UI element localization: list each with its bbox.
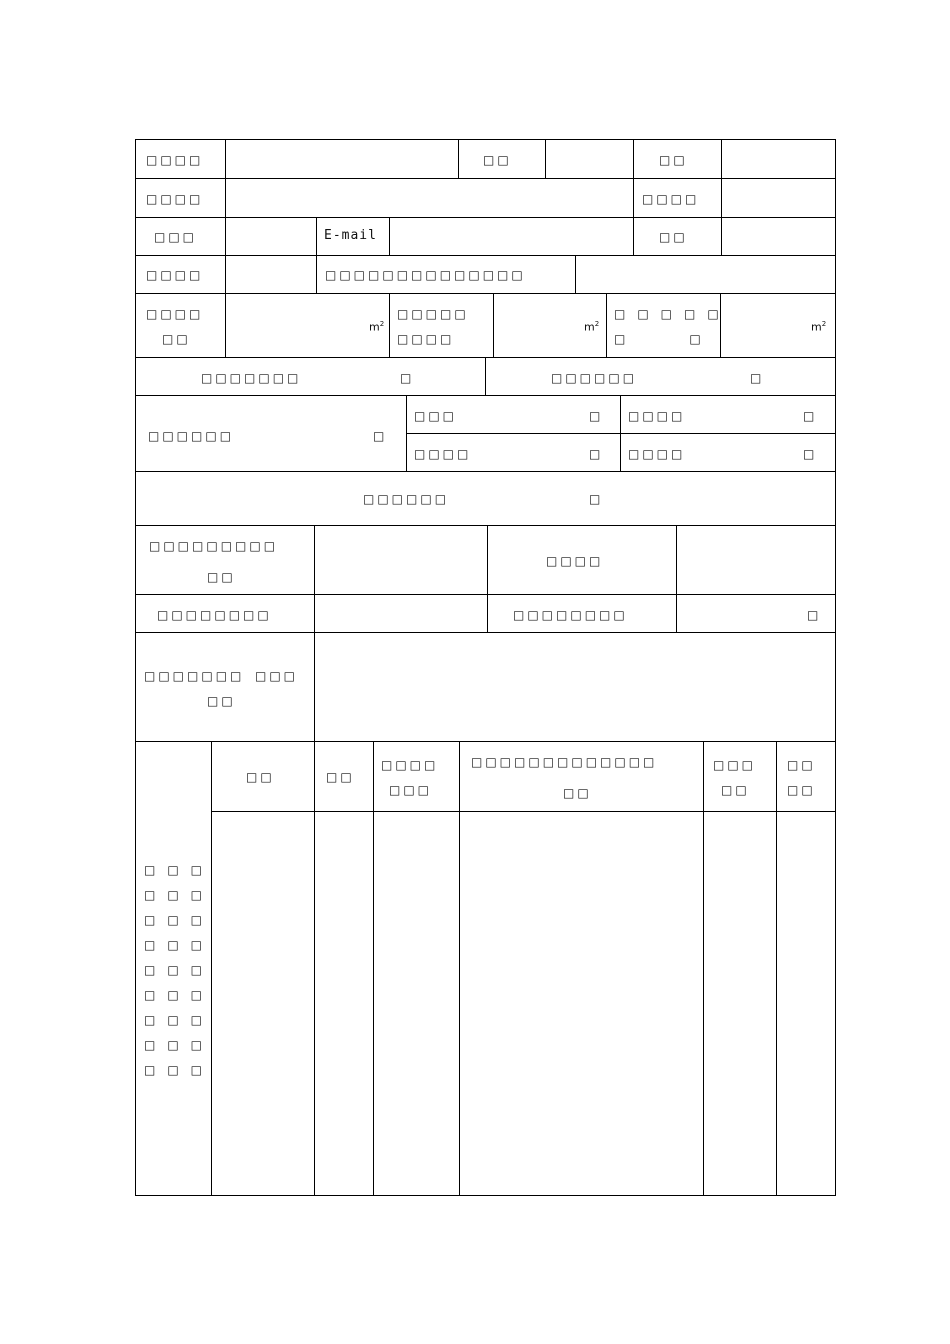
side-label-line: □□□ xyxy=(144,888,215,902)
contact-field[interactable] xyxy=(226,218,315,254)
rule xyxy=(406,433,836,434)
label-phone: □□ xyxy=(659,230,688,244)
label-area-3-line1: □□□□□ xyxy=(614,307,731,321)
label-staff-total: □□□□□□ xyxy=(148,429,235,443)
table-header-2: □□ xyxy=(326,770,355,784)
table-header-1: □□ xyxy=(246,770,275,784)
rule xyxy=(633,178,634,217)
label-area-1-line2: □□ xyxy=(162,332,191,346)
table-header-3-line2: □□□ xyxy=(389,783,433,797)
label-title: □□□□ xyxy=(642,192,700,206)
label-applicant-name: □□□□ xyxy=(146,153,204,167)
label-sub-1: □□□ xyxy=(414,409,458,423)
side-label-line: □□□ xyxy=(144,913,215,927)
label-sub-2: □□□□ xyxy=(628,409,686,423)
label-project-name-line2: □□ xyxy=(207,570,236,584)
table-header-3-line1: □□□□ xyxy=(381,758,439,772)
label-contact: □□□ xyxy=(154,230,198,244)
rule xyxy=(487,525,488,632)
label-email: E-mail xyxy=(324,228,377,243)
rule xyxy=(135,395,836,396)
label-area-3-line2: □□ xyxy=(614,332,765,346)
table-cell[interactable] xyxy=(374,812,458,1194)
table-side-label xyxy=(144,858,215,1083)
count-b-unit: □ xyxy=(750,371,765,385)
rule xyxy=(135,1195,836,1196)
rule xyxy=(316,217,317,255)
description-field[interactable] xyxy=(315,633,834,740)
side-label-line: □□□ xyxy=(144,863,215,877)
work-unit-field[interactable] xyxy=(226,179,632,216)
label-count-b: □□□□□□ xyxy=(551,371,638,385)
label-area-1-line1: □□□□ xyxy=(146,307,204,321)
rule xyxy=(835,139,836,1195)
rule xyxy=(135,741,836,742)
label-project-type: □□□□ xyxy=(546,554,604,568)
area-3-unit: $m^2$ xyxy=(811,320,827,334)
rule xyxy=(633,139,634,178)
project-item-b-unit: □ xyxy=(807,608,822,622)
table-header-6-line1: □□ xyxy=(787,758,816,772)
table-header-6-line2: □□ xyxy=(787,783,816,797)
rule xyxy=(493,293,494,357)
label-project-item-a: □□□□□□□□ xyxy=(157,608,272,622)
table-cell[interactable] xyxy=(777,812,834,1194)
area-1-unit: $m^2$ xyxy=(369,320,385,334)
project-type-field[interactable] xyxy=(677,526,834,593)
table-header-4-line2: □□ xyxy=(563,786,592,800)
label-work-unit: □□□□ xyxy=(146,192,204,206)
side-label-line: □□□ xyxy=(144,1038,215,1052)
label-project-name-line1: □□□□□□□□□ xyxy=(149,539,279,553)
rule xyxy=(458,139,459,178)
rule xyxy=(606,293,607,357)
sub-4-unit: □ xyxy=(803,447,818,461)
rule xyxy=(620,395,621,471)
rule xyxy=(720,293,721,357)
label-gender: □□ xyxy=(483,153,512,167)
rule xyxy=(389,293,390,357)
sub-1-unit: □ xyxy=(589,409,604,423)
label-office-question: □□□□□□□□□□□□□□ xyxy=(325,268,526,282)
side-label-line: □□□ xyxy=(144,1013,215,1027)
label-description-part3: □□ xyxy=(207,694,236,708)
label-area-2-line2: □□□□ xyxy=(397,332,455,346)
table-header-5-line1: □□□ xyxy=(713,758,757,772)
label-grand-total: □□□□□□ xyxy=(363,492,450,506)
label-sub-4: □□□□ xyxy=(628,447,686,461)
side-label-line: □□□ xyxy=(144,988,215,1002)
project-name-field[interactable] xyxy=(315,526,486,593)
table-cell[interactable] xyxy=(212,812,313,1194)
project-item-a-field[interactable] xyxy=(315,595,486,631)
label-sub-3: □□□□ xyxy=(414,447,472,461)
title-field[interactable] xyxy=(722,179,834,216)
rule xyxy=(633,217,634,255)
label-area-2-line1: □□□□□ xyxy=(397,307,469,321)
sub-2-unit: □ xyxy=(803,409,818,423)
rule xyxy=(225,293,226,357)
applicant-name-field[interactable] xyxy=(226,140,457,177)
side-label-line: □□□ xyxy=(144,938,215,952)
rule xyxy=(485,357,486,395)
phone-field[interactable] xyxy=(722,218,834,254)
sub-3-unit: □ xyxy=(589,447,604,461)
email-field[interactable] xyxy=(390,218,632,254)
label-count-a: □□□□□□□ xyxy=(201,371,302,385)
label-address: □□□□ xyxy=(146,268,204,282)
grand-total-unit: □ xyxy=(589,492,604,506)
table-cell[interactable] xyxy=(704,812,775,1194)
rule xyxy=(135,293,836,294)
table-header-5-line2: □□ xyxy=(721,783,750,797)
label-description-part1: □□□□□□□ xyxy=(144,669,245,683)
rule xyxy=(316,255,317,293)
area-2-unit: $m^2$ xyxy=(584,320,600,334)
office-field[interactable] xyxy=(576,256,834,292)
table-cell[interactable] xyxy=(315,812,372,1194)
side-label-line: □□□ xyxy=(144,963,215,977)
table-header-4-line1: □□□□□□□□□□□□□ xyxy=(471,755,658,769)
side-label-line: □□□ xyxy=(144,1063,215,1077)
rule xyxy=(406,395,407,471)
count-a-unit: □ xyxy=(400,371,415,385)
label-project-item-b: □□□□□□□□ xyxy=(513,608,628,622)
address-field[interactable] xyxy=(226,256,315,292)
label-age: □□ xyxy=(659,153,688,167)
age-field[interactable] xyxy=(722,140,834,177)
staff-total-unit: □ xyxy=(373,429,388,443)
label-description-part2: □□□ xyxy=(255,669,299,683)
rule xyxy=(135,471,836,472)
table-cell[interactable] xyxy=(460,812,702,1194)
rule xyxy=(135,139,136,1195)
gender-field[interactable] xyxy=(546,140,632,177)
